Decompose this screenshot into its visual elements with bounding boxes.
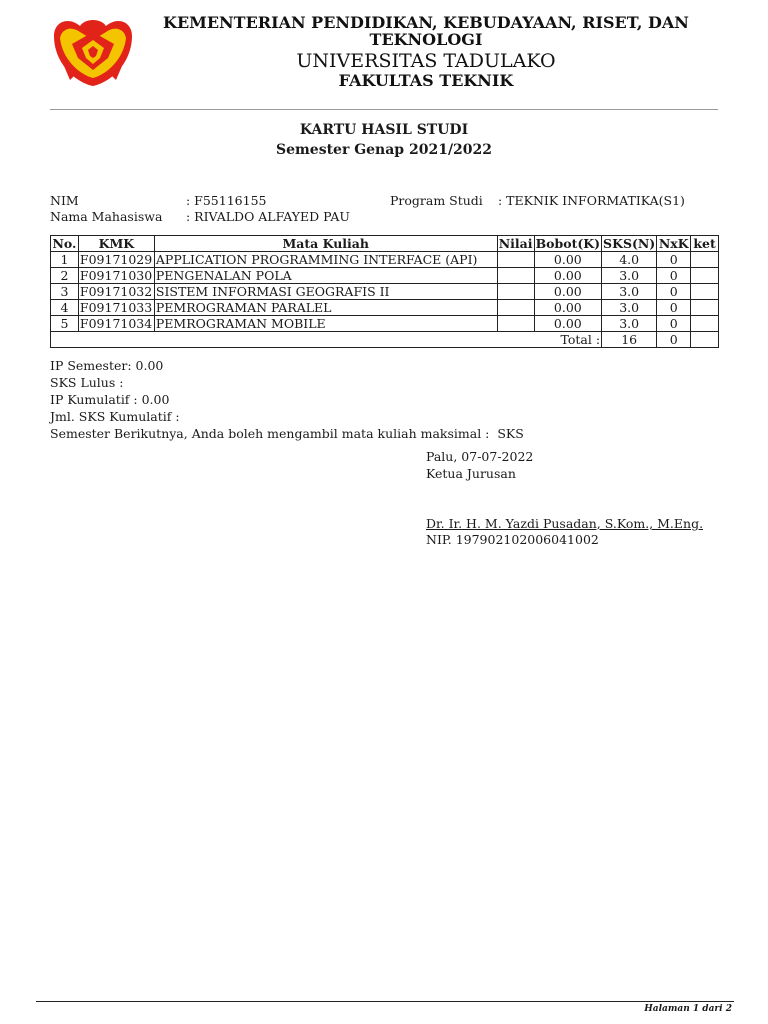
signer-role: Ketua Jurusan <box>426 466 516 481</box>
table-row <box>51 268 719 284</box>
place-date: Palu, 07-07-2022 <box>426 449 534 464</box>
row-number: 4 <box>51 300 79 316</box>
grades-table <box>50 235 719 348</box>
remark-cell <box>691 284 719 300</box>
name-label: Nama Mahasiswa <box>50 209 163 224</box>
program-value: : TEKNIK INFORMATIKA(S1) <box>498 193 685 208</box>
summary-block <box>50 357 524 442</box>
total-remark <box>691 332 719 348</box>
weight-cell: 0.00 <box>534 252 601 268</box>
credits-cell: 3.0 <box>602 284 657 300</box>
weight-cell: 0.00 <box>534 284 601 300</box>
course-name: PENGENALAN POLA <box>154 268 497 284</box>
next-semester-note: Semester Berikutnya, Anda boleh mengambil mata kuliah maksimal : SKS <box>50 426 524 441</box>
table-row <box>51 252 719 268</box>
semester-title: Semester Genap 2021/2022 <box>275 142 493 158</box>
course-name: PEMROGRAMAN MOBILE <box>154 316 497 332</box>
remark-cell <box>691 268 719 284</box>
signer-nip: NIP. 197902102006041002 <box>426 532 599 547</box>
grade-cell <box>497 300 534 316</box>
credits-cell: 3.0 <box>602 316 657 332</box>
sks-lulus: SKS Lulus : <box>50 375 124 390</box>
name-value: : RIVALDO ALFAYED PAU <box>186 209 350 224</box>
course-name: APPLICATION PROGRAMMING INTERFACE (API) <box>154 252 497 268</box>
nxk-cell: 0 <box>657 300 691 316</box>
column-header: Nilai <box>498 235 533 251</box>
remark-cell <box>691 252 719 268</box>
credits-cell: 3.0 <box>602 300 657 316</box>
table-row <box>51 284 719 300</box>
ip-kumulatif: IP Kumulatif : 0.00 <box>50 392 170 407</box>
total-nxk: 0 <box>657 332 691 348</box>
grade-cell <box>497 284 534 300</box>
remark-cell <box>691 316 719 332</box>
remark-cell <box>691 300 719 316</box>
total-row <box>51 332 719 348</box>
weight-cell: 0.00 <box>534 268 601 284</box>
table-row <box>51 316 719 332</box>
total-label: Total : <box>51 332 602 348</box>
course-code: F09171030 <box>78 268 154 284</box>
total-credits: 16 <box>602 332 657 348</box>
nxk-cell: 0 <box>657 284 691 300</box>
column-header: NxK <box>657 236 691 252</box>
column-header: SKS(N) <box>603 235 656 251</box>
credits-cell: 3.0 <box>602 268 657 284</box>
footer-divider <box>36 1001 734 1002</box>
weight-cell: 0.00 <box>534 316 601 332</box>
column-header: KMK <box>78 236 154 252</box>
university-logo <box>50 14 136 88</box>
header-divider <box>50 109 718 110</box>
nxk-cell: 0 <box>657 316 691 332</box>
grade-cell <box>497 268 534 284</box>
row-number: 1 <box>51 252 79 268</box>
course-code: F09171033 <box>78 300 154 316</box>
course-name: SISTEM INFORMASI GEOGRAFIS II <box>154 284 497 300</box>
nxk-cell: 0 <box>657 268 691 284</box>
document-title: KARTU HASIL STUDI <box>299 122 469 138</box>
signer-name: Dr. Ir. H. M. Yazdi Pusadan, S.Kom., M.Eng. <box>426 516 704 531</box>
nim-value: : F55116155 <box>186 193 267 208</box>
row-number: 3 <box>51 284 79 300</box>
letterhead <box>150 14 702 90</box>
credits-cell: 4.0 <box>602 252 657 268</box>
course-name: PEMROGRAMAN PARALEL <box>154 300 497 316</box>
university-name: UNIVERSITAS TADULAKO <box>296 50 556 72</box>
program-label: Program Studi <box>390 193 483 208</box>
course-code: F09171029 <box>78 252 154 268</box>
grade-cell <box>497 316 534 332</box>
column-header: Bobot(K) <box>535 235 601 251</box>
course-code: F09171032 <box>78 284 154 300</box>
ministry-name: KEMENTERIAN PENDIDIKAN, KEBUDAYAAN, RISET, DAN TEKNOLOGI <box>163 13 689 49</box>
jml-sks-kumulatif: Jml. SKS Kumulatif : <box>50 409 180 424</box>
ip-semester: IP Semester: 0.00 <box>50 358 164 373</box>
table-row <box>51 300 719 316</box>
column-header: ket <box>691 236 719 252</box>
row-number: 2 <box>51 268 79 284</box>
column-header: No. <box>51 236 79 252</box>
column-header: Mata Kuliah <box>154 236 497 252</box>
row-number: 5 <box>51 316 79 332</box>
nxk-cell: 0 <box>657 252 691 268</box>
faculty-name: FAKULTAS TEKNIK <box>338 71 514 90</box>
nim-label: NIM <box>50 193 79 208</box>
weight-cell: 0.00 <box>534 300 601 316</box>
table-header-row <box>51 236 719 252</box>
tadulako-emblem-icon <box>50 14 136 88</box>
course-code: F09171034 <box>78 316 154 332</box>
grade-cell <box>497 252 534 268</box>
page-number: Halaman 1 dari 2 <box>644 1004 732 1014</box>
